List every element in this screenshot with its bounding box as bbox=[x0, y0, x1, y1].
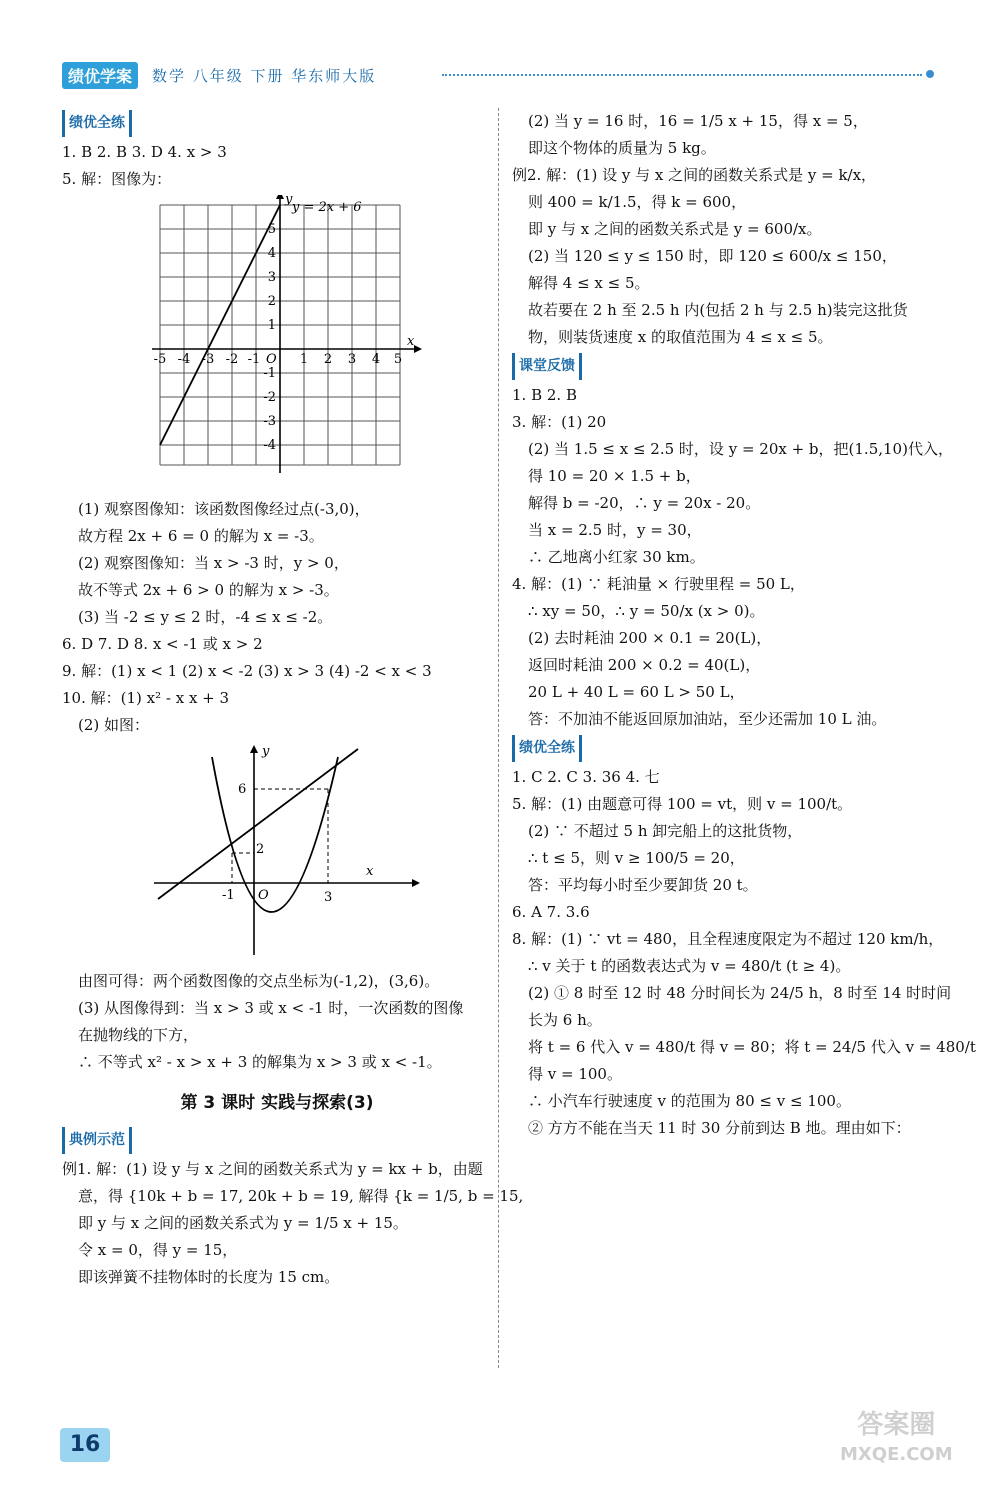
tick-label: 2 bbox=[256, 842, 265, 857]
answer-line: (2) 去时耗油 200 × 0.1 = 20(L)， bbox=[528, 629, 772, 647]
answer-line: 当 x = 2.5 时，y = 30， bbox=[528, 521, 702, 539]
origin-label: O bbox=[258, 888, 269, 903]
answer-line: 则 400 = k/1.5，得 k = 600， bbox=[528, 193, 747, 211]
section-title: 绩优全练 bbox=[62, 110, 132, 137]
brand-logo: 绩优学案 bbox=[62, 62, 138, 89]
answer-line: 即 y 与 x 之间的函数关系式为 y = 1/5 x + 15。 bbox=[78, 1214, 408, 1232]
answer-line: 得 10 = 20 × 1.5 + b， bbox=[528, 467, 701, 485]
axis-label-x: x bbox=[366, 864, 374, 879]
tick-label: 1 bbox=[299, 352, 309, 367]
tick-label: -1 bbox=[263, 366, 276, 381]
answer-line: 答：平均每小时至少要卸货 20 t。 bbox=[528, 876, 758, 894]
tick-label: 6 bbox=[238, 782, 247, 797]
answer-line: ∴ 乙地离小红家 30 km。 bbox=[528, 548, 705, 566]
answer-line: 物，则装货速度 x 的取值范围为 4 ≤ x ≤ 5。 bbox=[528, 328, 833, 346]
answer-line: 1. B 2. B 3. D 4. x > 3 bbox=[62, 143, 227, 161]
answer-line: 即该弹簧不挂物体时的长度为 15 cm。 bbox=[78, 1268, 340, 1286]
answer-line: 返回时耗油 200 × 0.2 = 40(L)， bbox=[528, 656, 761, 674]
section-title: 典例示范 bbox=[62, 1127, 132, 1154]
tick-label: 4 bbox=[267, 246, 276, 261]
answer-line: 答：不加油不能返回原加油站，至少还需加 10 L 油。 bbox=[528, 710, 887, 728]
answer-line: 4. 解：(1) ∵ 耗油量 × 行驶里程 = 50 L， bbox=[512, 575, 805, 593]
answer-line: 1. B 2. B bbox=[512, 386, 577, 404]
answer-line: 6. D 7. D 8. x < -1 或 x > 2 bbox=[62, 635, 263, 653]
answer-line: 故不等式 2x + 6 > 0 的解为 x > -3。 bbox=[78, 581, 339, 599]
tick-label: -4 bbox=[263, 438, 276, 453]
y-axis-arrow-icon bbox=[276, 195, 284, 199]
answer-line: 意，得 {10k + b = 17, 20k + b = 19, 解得 {k = 1/5, b = 15, bbox=[78, 1187, 524, 1205]
page-header bbox=[62, 62, 942, 90]
section-title: 课堂反馈 bbox=[512, 353, 582, 380]
tick-label: -2 bbox=[263, 390, 276, 405]
left-column bbox=[62, 108, 524, 1291]
tick-label: -3 bbox=[263, 414, 276, 429]
watermark-text: 答案圈 bbox=[857, 1410, 936, 1440]
lesson-title: 第 3 课时 实践与探索(3) bbox=[180, 1093, 374, 1113]
x-axis-arrow-icon bbox=[414, 345, 422, 353]
linear-function-graph bbox=[62, 195, 492, 485]
answer-line: 10. 解：(1) x² - x x + 3 bbox=[62, 689, 230, 707]
watermark bbox=[840, 1410, 953, 1470]
answer-line: ∴ 小汽车行驶速度 v 的范围为 80 ≤ v ≤ 100。 bbox=[528, 1092, 851, 1110]
answer-line: (2) 观察图像知：当 x > -3 时，y > 0， bbox=[78, 554, 349, 572]
answer-line: 例1. 解：(1) 设 y 与 x 之间的函数关系式为 y = kx + b，由题 bbox=[62, 1160, 483, 1178]
watermark-url: MXQE.COM bbox=[840, 1444, 953, 1465]
answer-line: 5. 解：(1) 由题意可得 100 = vt，则 v = 100/t。 bbox=[512, 795, 853, 813]
answer-line: 1. C 2. C 3. 36 4. 七 bbox=[512, 768, 660, 786]
answer-line: 解得 4 ≤ x ≤ 5。 bbox=[528, 274, 650, 292]
tick-label: 5 bbox=[393, 352, 403, 367]
answer-line: ∴ v 关于 t 的函数表达式为 v = 480/t (t ≥ 4)。 bbox=[528, 957, 851, 975]
column-divider bbox=[498, 108, 499, 1368]
tick-label: -1 bbox=[247, 352, 261, 367]
page-number: 16 bbox=[60, 1428, 110, 1462]
answer-line: ∴ t ≤ 5，则 v ≥ 100/5 = 20， bbox=[528, 849, 745, 867]
tick-label: 3 bbox=[267, 270, 276, 285]
tick-label: -2 bbox=[225, 352, 239, 367]
answer-line: ∴ xy = 50，∴ y = 50/x (x > 0)。 bbox=[528, 602, 765, 620]
answer-line: 9. 解：(1) x < 1 (2) x < -2 (3) x > 3 (4) -2 < x < 3 bbox=[62, 662, 432, 680]
answer-line: 令 x = 0，得 y = 15， bbox=[78, 1241, 238, 1259]
origin-label: O bbox=[266, 352, 277, 367]
tick-label: -5 bbox=[153, 352, 167, 367]
answer-line: 将 t = 6 代入 v = 480/t 得 v = 80；将 t = 24/5 代入 v = 480/t bbox=[528, 1038, 976, 1056]
tick-label: 2 bbox=[323, 352, 333, 367]
axis-label-y: y bbox=[262, 744, 270, 759]
parabola-line-graph bbox=[62, 741, 492, 957]
function-label: y = 2x + 6 bbox=[292, 200, 362, 215]
answer-line: (2) ① 8 时至 12 时 48 分时间长为 24/5 h，8 时至 14 时时间 bbox=[528, 984, 952, 1002]
answer-line: (2) ∵ 不超过 5 h 卸完船上的这批货物， bbox=[528, 822, 803, 840]
answer-line: (2) 当 y = 16 时，16 = 1/5 x + 15，得 x = 5， bbox=[528, 112, 868, 130]
answer-line: 故方程 2x + 6 = 0 的解为 x = -3。 bbox=[78, 527, 324, 545]
tick-label: -4 bbox=[177, 352, 191, 367]
answer-line: 在抛物线的下方， bbox=[78, 1026, 199, 1044]
answer-line: 即这个物体的质量为 5 kg。 bbox=[528, 139, 716, 157]
answer-line: (1) 观察图像知：该函数图像经过点(-3,0)， bbox=[78, 500, 370, 518]
tick-label: 3 bbox=[347, 352, 357, 367]
answer-line: 由图可得：两个函数图像的交点坐标为(-1,2)，(3,6)。 bbox=[78, 972, 440, 990]
header-dotted-line bbox=[442, 74, 922, 76]
x-axis-arrow-icon bbox=[412, 879, 420, 887]
answer-line: 6. A 7. 3.6 bbox=[512, 903, 590, 921]
answer-line: 3. 解：(1) 20 bbox=[512, 413, 607, 431]
y-axis-arrow-icon bbox=[250, 745, 258, 753]
answer-line: 解得 b = -20，∴ y = 20x - 20。 bbox=[528, 494, 761, 512]
answer-line: ② 方方不能在当天 11 时 30 分前到达 B 地。理由如下： bbox=[528, 1119, 911, 1137]
answer-line: 例2. 解：(1) 设 y 与 x 之间的函数关系式是 y = k/x， bbox=[512, 166, 877, 184]
answer-line: (3) 当 -2 ≤ y ≤ 2 时，-4 ≤ x ≤ -2。 bbox=[78, 608, 333, 626]
tick-label: 1 bbox=[267, 318, 276, 333]
answer-line: 得 v = 100。 bbox=[528, 1065, 622, 1083]
answer-line: (2) 当 120 ≤ y ≤ 150 时，即 120 ≤ 600/x ≤ 150， bbox=[528, 247, 897, 265]
right-column bbox=[512, 108, 976, 1142]
answer-line: 即 y 与 x 之间的函数关系式是 y = 600/x。 bbox=[528, 220, 822, 238]
answer-line: 8. 解：(1) ∵ vt = 480，且全程速度限定为不超过 120 km/h， bbox=[512, 930, 944, 948]
answer-line: ∴ 不等式 x² - x > x + 3 的解集为 x > 3 或 x < -1。 bbox=[78, 1053, 442, 1071]
axis-label-x: x bbox=[407, 334, 415, 349]
answer-line: 5. 解：图像为： bbox=[62, 170, 172, 188]
tick-label: 2 bbox=[267, 294, 276, 309]
section-title: 绩优全练 bbox=[512, 735, 582, 762]
answer-line: (2) 如图： bbox=[78, 716, 150, 734]
book-subject: 数学 八年级 下册 华东师大版 bbox=[152, 67, 377, 85]
answer-line: (2) 当 1.5 ≤ x ≤ 2.5 时，设 y = 20x + b，把(1.5,10)代入， bbox=[528, 440, 953, 458]
answer-line: 20 L + 40 L = 60 L > 50 L， bbox=[528, 683, 745, 701]
tick-label: -1 bbox=[222, 888, 235, 903]
tick-label: 4 bbox=[371, 352, 381, 367]
tick-label: -3 bbox=[201, 352, 215, 367]
tick-label: 5 bbox=[267, 222, 276, 237]
answer-line: 故若要在 2 h 至 2.5 h 内(包括 2 h 与 2.5 h)装完这批货 bbox=[528, 301, 908, 319]
tick-label: 3 bbox=[324, 890, 333, 905]
answer-line: 长为 6 h。 bbox=[528, 1011, 602, 1029]
axis-label-y: y bbox=[285, 195, 293, 207]
header-dot-icon bbox=[926, 70, 934, 78]
answer-line: (3) 从图像得到：当 x > 3 或 x < -1 时，一次函数的图像 bbox=[78, 999, 464, 1017]
